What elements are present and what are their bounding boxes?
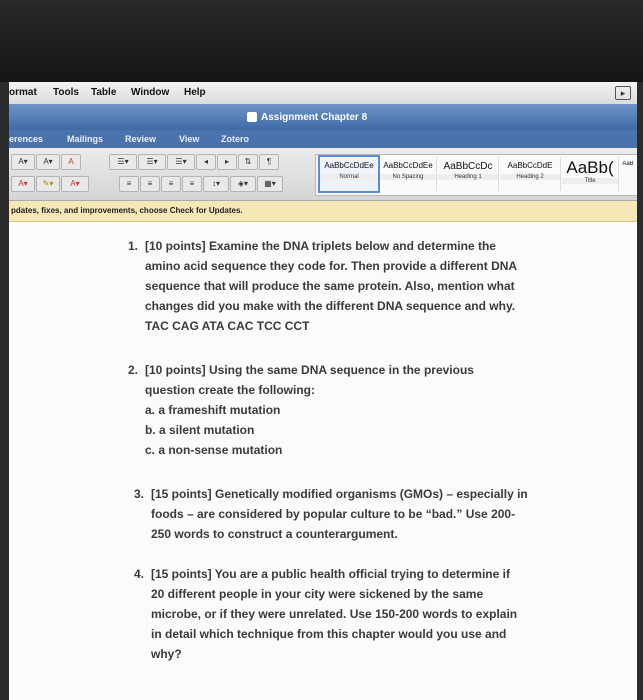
question-3 — [134, 484, 621, 544]
style-sample: AaB — [622, 161, 634, 167]
question-line: in detail which technique from this chapter would you use and — [151, 627, 507, 641]
style-label: Heading 1 — [438, 174, 498, 180]
styles-gallery — [315, 154, 637, 196]
style-heading-2[interactable] — [500, 157, 561, 191]
question-number: 2. — [128, 363, 139, 377]
update-notification-bar[interactable] — [9, 201, 637, 222]
shading-icon[interactable]: ◈▾ — [230, 176, 256, 192]
align-left-icon[interactable]: ≡ — [119, 176, 139, 192]
question-line: 250 words to construct a counterargument. — [151, 527, 398, 541]
question-line: changes did you make with the different DNA sequence and why. — [145, 299, 516, 313]
highlight-icon[interactable]: ✎▾ — [36, 176, 60, 192]
menu-table[interactable]: Table — [91, 87, 117, 98]
question-line: sequence that will produce the same protein. Also, mention what — [145, 279, 515, 293]
menu-bar — [9, 82, 637, 105]
style-label: Normal — [320, 174, 378, 180]
menu-window[interactable]: Window — [131, 87, 170, 98]
style-sample: AaBbCcDdEe — [383, 161, 433, 170]
screen — [9, 82, 637, 700]
style-normal[interactable] — [318, 155, 380, 193]
question-line: why? — [151, 647, 182, 661]
multilevel-list-icon[interactable]: ☰▾ — [167, 154, 195, 170]
monitor-bezel-top — [0, 0, 643, 82]
font-grow-icon[interactable]: A▾ — [11, 154, 35, 170]
question-line: [10 points] Using the same DNA sequence in the previous — [145, 363, 474, 377]
decrease-indent-icon[interactable]: ◂ — [196, 154, 216, 170]
increase-indent-icon[interactable]: ▸ — [217, 154, 237, 170]
text-effects-icon[interactable]: A▾ — [11, 176, 35, 192]
sort-icon[interactable]: ⇅ — [238, 154, 258, 170]
question-line: amino acid sequence they code for. Then provide a different DNA — [145, 259, 518, 273]
style-label: Title — [562, 178, 618, 184]
align-right-icon[interactable]: ≡ — [161, 176, 181, 192]
style-no-spacing[interactable] — [380, 157, 437, 191]
borders-icon[interactable]: ▦▾ — [257, 176, 283, 192]
question-4 — [134, 564, 621, 664]
monitor-bezel-right — [637, 82, 643, 700]
document-icon — [247, 112, 257, 122]
style-label: No Spacing — [380, 174, 436, 180]
question-line: [15 points] You are a public health official trying to determine if — [151, 567, 510, 581]
question-number: 1. — [128, 239, 139, 253]
justify-icon[interactable]: ≡ — [182, 176, 202, 192]
monitor-bezel-left — [0, 82, 9, 700]
font-color-icon[interactable]: A▾ — [61, 176, 89, 192]
style-heading-1[interactable] — [438, 157, 499, 191]
line-spacing-icon[interactable]: ↕▾ — [203, 176, 229, 192]
question-line: TAC CAG ATA CAC TCC CCT — [145, 319, 310, 333]
sub-item: c. a non-sense mutation — [145, 443, 283, 457]
menu-help[interactable]: Help — [184, 87, 206, 98]
sub-item: b. a silent mutation — [145, 423, 255, 437]
ribbon-toolbar — [9, 148, 637, 201]
status-menu-icon[interactable]: ▸ — [615, 86, 631, 100]
menu-tools[interactable]: Tools — [53, 87, 79, 98]
numbering-icon[interactable]: ☰▾ — [138, 154, 166, 170]
style-label: Heading 2 — [500, 174, 560, 180]
window-title: Assignment Chapter 8 — [261, 112, 368, 123]
question-number: 4. — [134, 567, 145, 581]
tab-view[interactable]: View — [179, 134, 200, 144]
bullets-icon[interactable]: ☰▾ — [109, 154, 137, 170]
question-2 — [128, 360, 615, 460]
question-1 — [128, 236, 615, 336]
sub-item: a. a frameshift mutation — [145, 403, 281, 417]
tab-zotero[interactable]: Zotero — [221, 134, 249, 144]
question-line: 20 different people in your city were sickened by the same — [151, 587, 484, 601]
question-line: [10 points] Examine the DNA triplets below and determine the — [145, 239, 496, 253]
clear-format-icon[interactable]: A — [61, 154, 81, 170]
menu-format[interactable]: ormat — [9, 87, 37, 98]
tab-review[interactable]: Review — [125, 134, 157, 144]
question-number: 3. — [134, 487, 145, 501]
tab-mailings[interactable]: Mailings — [67, 134, 104, 144]
style-more[interactable] — [620, 157, 636, 191]
question-line: [15 points] Genetically modified organisms (GMOs) – especially in — [151, 487, 528, 501]
style-sample: AaBbCcDdE — [507, 161, 553, 170]
window-titlebar — [9, 104, 637, 130]
ribbon-tabs — [9, 130, 637, 148]
style-sample: AaBbCcDdEe — [324, 161, 374, 170]
style-title[interactable] — [562, 157, 619, 191]
update-message: pdates, fixes, and improvements, choose Check for Updates. — [11, 206, 243, 215]
style-sample: AaBb( — [566, 158, 614, 177]
tab-references[interactable]: erences — [9, 134, 44, 144]
pilcrow-icon[interactable]: ¶ — [259, 154, 279, 170]
question-line: foods – are considered by popular culture to be “bad.” Use 200- — [151, 507, 516, 521]
style-sample: AaBbCcDc — [443, 161, 493, 172]
font-shrink-icon[interactable]: A▾ — [36, 154, 60, 170]
align-center-icon[interactable]: ≡ — [140, 176, 160, 192]
document-page[interactable] — [9, 222, 637, 700]
question-line: microbe, or if they were unrelated. Use 150-200 words to explain — [151, 607, 518, 621]
question-line: question create the following: — [145, 383, 316, 397]
